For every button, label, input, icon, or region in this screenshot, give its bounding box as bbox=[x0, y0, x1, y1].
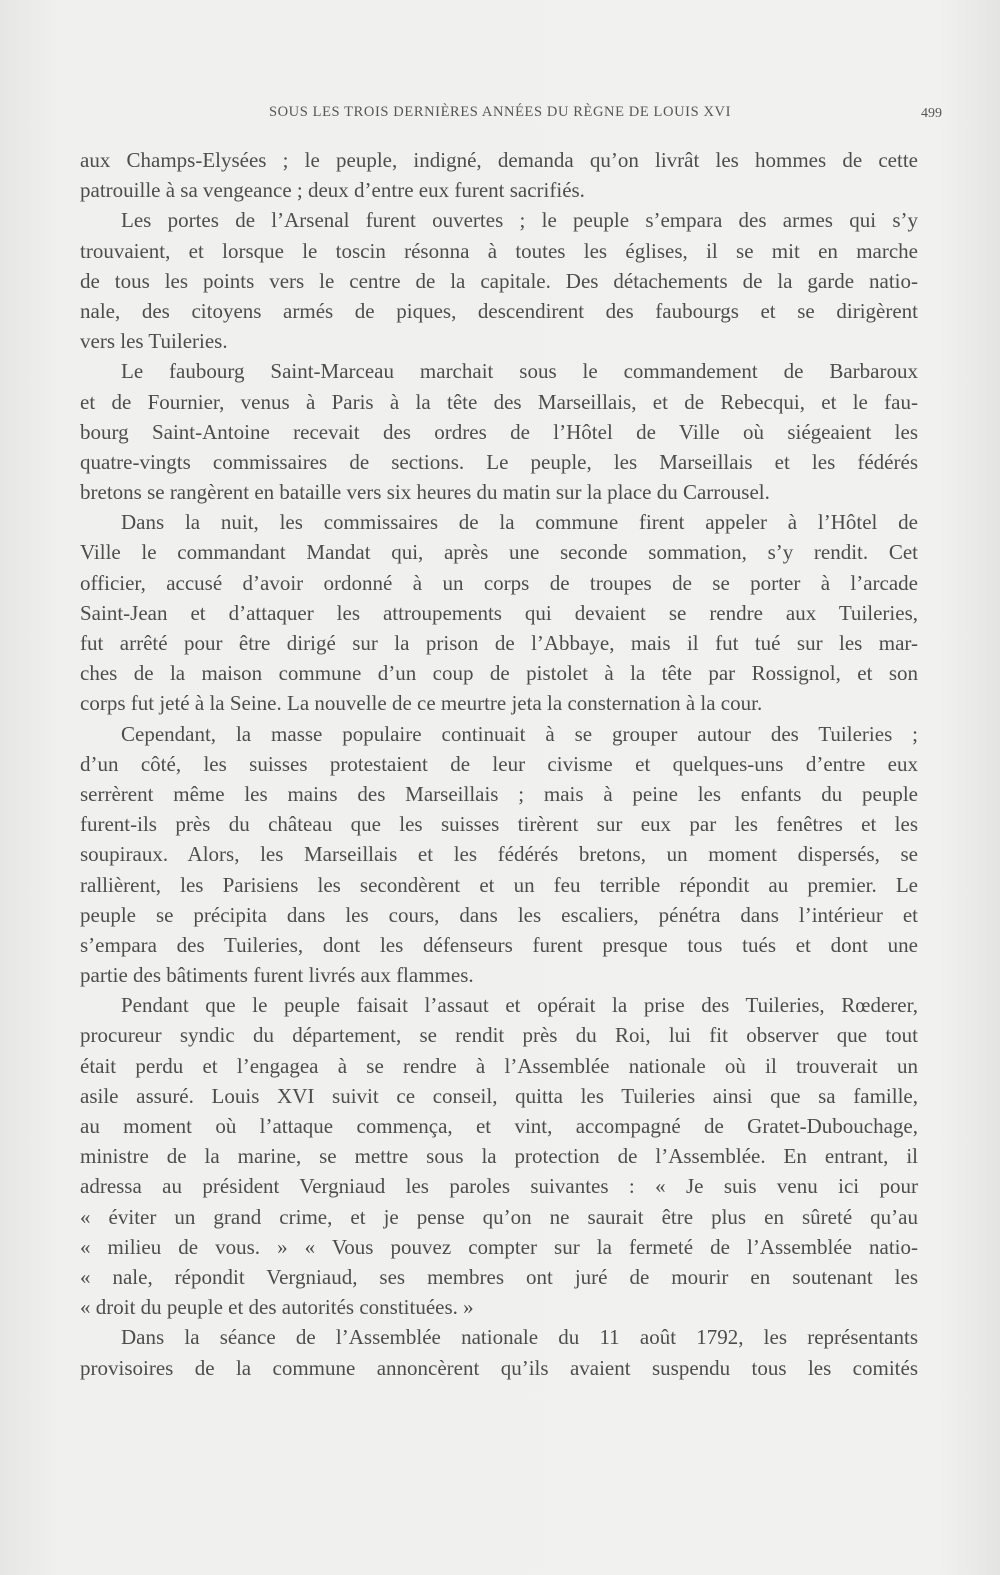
text-line: Dans la nuit, les commissaires de la commune firent appeler à l’Hôtel de bbox=[121, 510, 918, 535]
text-line: soupiraux. Alors, les Marseillais et les fédérés bretons, un moment dispersés, se bbox=[80, 842, 918, 867]
text-line: fut arrêté pour être dirigé sur la prison de l’Abbaye, mais il fut tué sur les mar- bbox=[80, 631, 918, 655]
text-line: Dans la séance de l’Assemblée nationale du 11 août 1792, les représentants bbox=[121, 1325, 918, 1350]
text-line: asile assuré. Louis XVI suivit ce conseil, quitta les Tuileries ainsi que sa famille, bbox=[80, 1083, 918, 1108]
text-line: Le faubourg Saint-Marceau marchait sous le commandement de Barbaroux bbox=[121, 359, 918, 384]
text-line: bretons se rangèrent en bataille vers six heures du matin sur la place du Carrousel. bbox=[80, 480, 770, 505]
text-line: partie des bâtiments furent livrés aux flammes. bbox=[80, 963, 474, 988]
text-line: procureur syndic du département, se rendit près du Roi, lui fit observer que tout bbox=[80, 1023, 918, 1048]
text-line: provisoires de la commune annoncèrent qu’ils avaient suspendu tous les comités bbox=[80, 1355, 918, 1380]
text-line: rallièrent, les Parisiens les secondèrent et un feu terrible répondit au premier. Le bbox=[80, 872, 918, 897]
text-line: « éviter un grand crime, et je pense qu’on ne saurait être plus en sûreté qu’au bbox=[80, 1204, 918, 1229]
running-head bbox=[60, 104, 940, 126]
text-line: Ville le commandant Mandat qui, après une seconde sommation, s’y rendit. Cet bbox=[80, 540, 918, 565]
text-line: Les portes de l’Arsenal furent ouvertes ; le peuple s’empara des armes qui s’y bbox=[121, 208, 918, 233]
text-line: ministre de la marine, se mettre sous la protection de l’Assemblée. En entrant, il bbox=[80, 1144, 918, 1169]
text-line: bourg Saint-Antoine recevait des ordres de l’Hôtel de Ville où siégeaient les bbox=[80, 419, 918, 444]
body-text bbox=[80, 145, 918, 1383]
text-line: était perdu et l’engagea à se rendre à l’Assemblée nationale où il trouverait un bbox=[80, 1053, 918, 1078]
text-line: Cependant, la masse populaire continuait à se grouper autour des Tuileries ; bbox=[121, 721, 918, 746]
text-line: officier, accusé d’avoir ordonné à un corps de troupes de se porter à l’arcade bbox=[80, 570, 918, 595]
text-line: aux Champs-Elysées ; le peuple, indigné, demanda qu’on livrât les hommes de cette bbox=[80, 148, 918, 172]
text-line: adressa au président Vergniaud les paroles suivantes : « Je suis venu ici pour bbox=[80, 1174, 918, 1199]
text-line: nale, des citoyens armés de piques, descendirent des faubourgs et se dirigèrent bbox=[80, 298, 918, 323]
text-line: et de Fournier, venus à Paris à la tête des Marseillais, et de Rebecqui, et le fau- bbox=[80, 389, 918, 414]
text-line: quatre-vingts commissaires de sections. Le peuple, les Marseillais et les fédérés bbox=[80, 449, 918, 474]
page-number: 499 bbox=[921, 106, 942, 121]
text-line: Pendant que le peuple faisait l’assaut et opérait la prise des Tuileries, Rœderer, bbox=[121, 993, 918, 1018]
text-line: « milieu de vous. » « Vous pouvez compter sur la fermeté de l’Assemblée natio- bbox=[80, 1234, 918, 1259]
text-line: « droit du peuple et des autorités constituées. » bbox=[80, 1295, 474, 1320]
text-line: patrouille à sa vengeance ; deux d’entre eux furent sacrifiés. bbox=[80, 178, 585, 203]
text-line: furent-ils près du château que les suisses tirèrent sur eux par les fenêtres et les bbox=[80, 812, 918, 837]
text-line: au moment où l’attaque commença, et vint, accompagné de Gratet-Dubouchage, bbox=[80, 1114, 918, 1138]
text-line: corps fut jeté à la Seine. La nouvelle de ce meurtre jeta la consternation à la cour. bbox=[80, 691, 763, 716]
text-line: Saint-Jean et d’attaquer les attroupements qui devaient se rendre aux Tuileries, bbox=[80, 600, 918, 625]
text-line: s’empara des Tuileries, dont les défenseurs furent presque tous tués et dont une bbox=[80, 932, 918, 957]
text-line: d’un côté, les suisses protestaient de leur civisme et quelques-uns d’entre eux bbox=[80, 751, 918, 776]
text-line: vers les Tuileries. bbox=[80, 329, 228, 354]
text-line: trouvaient, et lorsque le toscin résonna à toutes les églises, il se mit en marche bbox=[80, 238, 918, 263]
text-line: serrèrent même les mains des Marseillais ; mais à peine les enfants du peuple bbox=[80, 781, 918, 806]
text-line: peuple se précipita dans les cours, dans les escaliers, pénétra dans l’intérieur et bbox=[80, 902, 918, 927]
running-title: SOUS LES TROIS DERNIÈRES ANNÉES DU RÈGNE DE LOUIS XVI bbox=[268, 104, 732, 120]
text-line: « nale, répondit Vergniaud, ses membres ont juré de mourir en soutenant les bbox=[80, 1264, 918, 1289]
text-line: ches de la maison commune d’un coup de pistolet à la tête par Rossignol, et son bbox=[80, 661, 918, 686]
text-line: de tous les points vers le centre de la capitale. Des détachements de la garde natio- bbox=[80, 268, 918, 293]
